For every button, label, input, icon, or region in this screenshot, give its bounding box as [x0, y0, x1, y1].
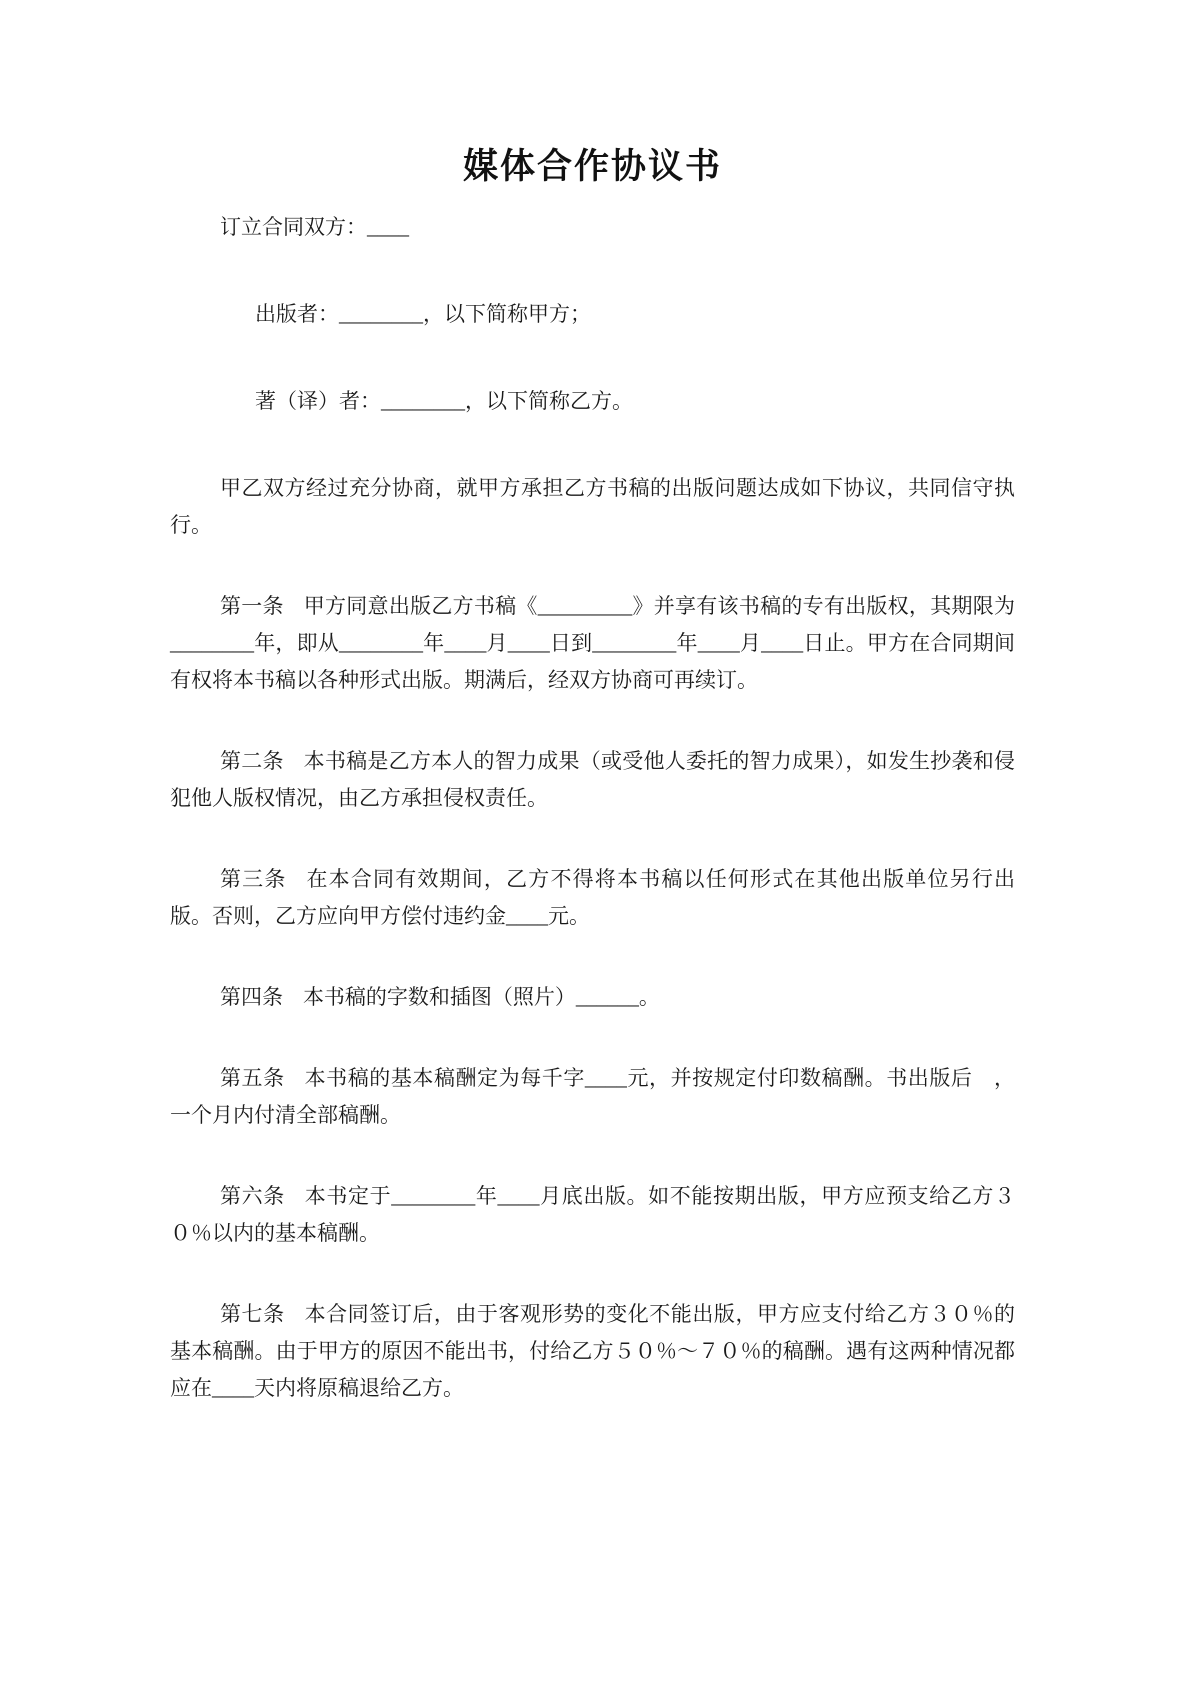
article-6-label: 第六条 — [220, 1184, 285, 1208]
article-3-label: 第三条 — [220, 867, 287, 891]
article-7-label: 第七条 — [220, 1302, 285, 1326]
preamble-paragraph: 甲乙双方经过充分协商，就甲方承担乙方书稿的出版问题达成如下协议，共同信守执行。 — [170, 476, 1015, 537]
article-5 — [170, 1060, 1015, 1134]
parties-line: 订立合同双方：____ — [220, 215, 409, 239]
article-7-text: 本合同签订后，由于客观形势的变化不能出版，甲方应支付给乙方３０％的基本稿酬。由于甲方的原因不能出书，付给乙方５０％～７０％的稿酬。遇有这两种情况都应在____天内将原稿退给乙方。 — [170, 1302, 1016, 1400]
article-1 — [170, 588, 1015, 699]
document-title: 媒体合作协议书 — [462, 147, 722, 186]
author-line: 著（译）者：________，以下简称乙方。 — [255, 389, 633, 413]
article-3-text: 在本合同有效期间，乙方不得将本书稿以任何形式在其他出版单位另行出版。否则，乙方应向甲方偿付违约金____元。 — [170, 867, 1016, 928]
article-4 — [170, 979, 1015, 1016]
article-2-text: 本书稿是乙方本人的智力成果（或受他人委托的智力成果），如发生抄袭和侵犯他人版权情况，由乙方承担侵权责任。 — [170, 749, 1016, 810]
article-2 — [170, 743, 1015, 817]
article-4-label: 第四条 — [220, 985, 283, 1009]
article-6-text: 本书定于________年____月底出版。如不能按期出版，甲方应预支给乙方３０％以内的基本稿酬。 — [170, 1184, 1016, 1245]
article-5-text: 本书稿的基本稿酬定为每千字____元，并按规定付印数稿酬。书出版后 ，一个月内付清全部稿酬。 — [170, 1066, 1016, 1127]
publisher-line: 出版者：________，以下简称甲方； — [255, 302, 591, 326]
article-1-label: 第一条 — [220, 594, 284, 618]
article-6 — [170, 1178, 1015, 1252]
article-5-label: 第五条 — [220, 1066, 285, 1090]
article-3 — [170, 861, 1015, 935]
article-7 — [170, 1296, 1015, 1407]
article-4-text: 本书稿的字数和插图（照片）______。 — [302, 985, 660, 1009]
article-2-label: 第二条 — [220, 749, 284, 773]
article-1-text: 甲方同意出版乙方书稿《_________》并享有该书稿的专有出版权，其期限为________年，即从________年____月____日到________年____月____日止。甲方在合同期间有权将本书稿以各种形式出版。期满后，经双方协商可再续订。 — [170, 594, 1016, 692]
